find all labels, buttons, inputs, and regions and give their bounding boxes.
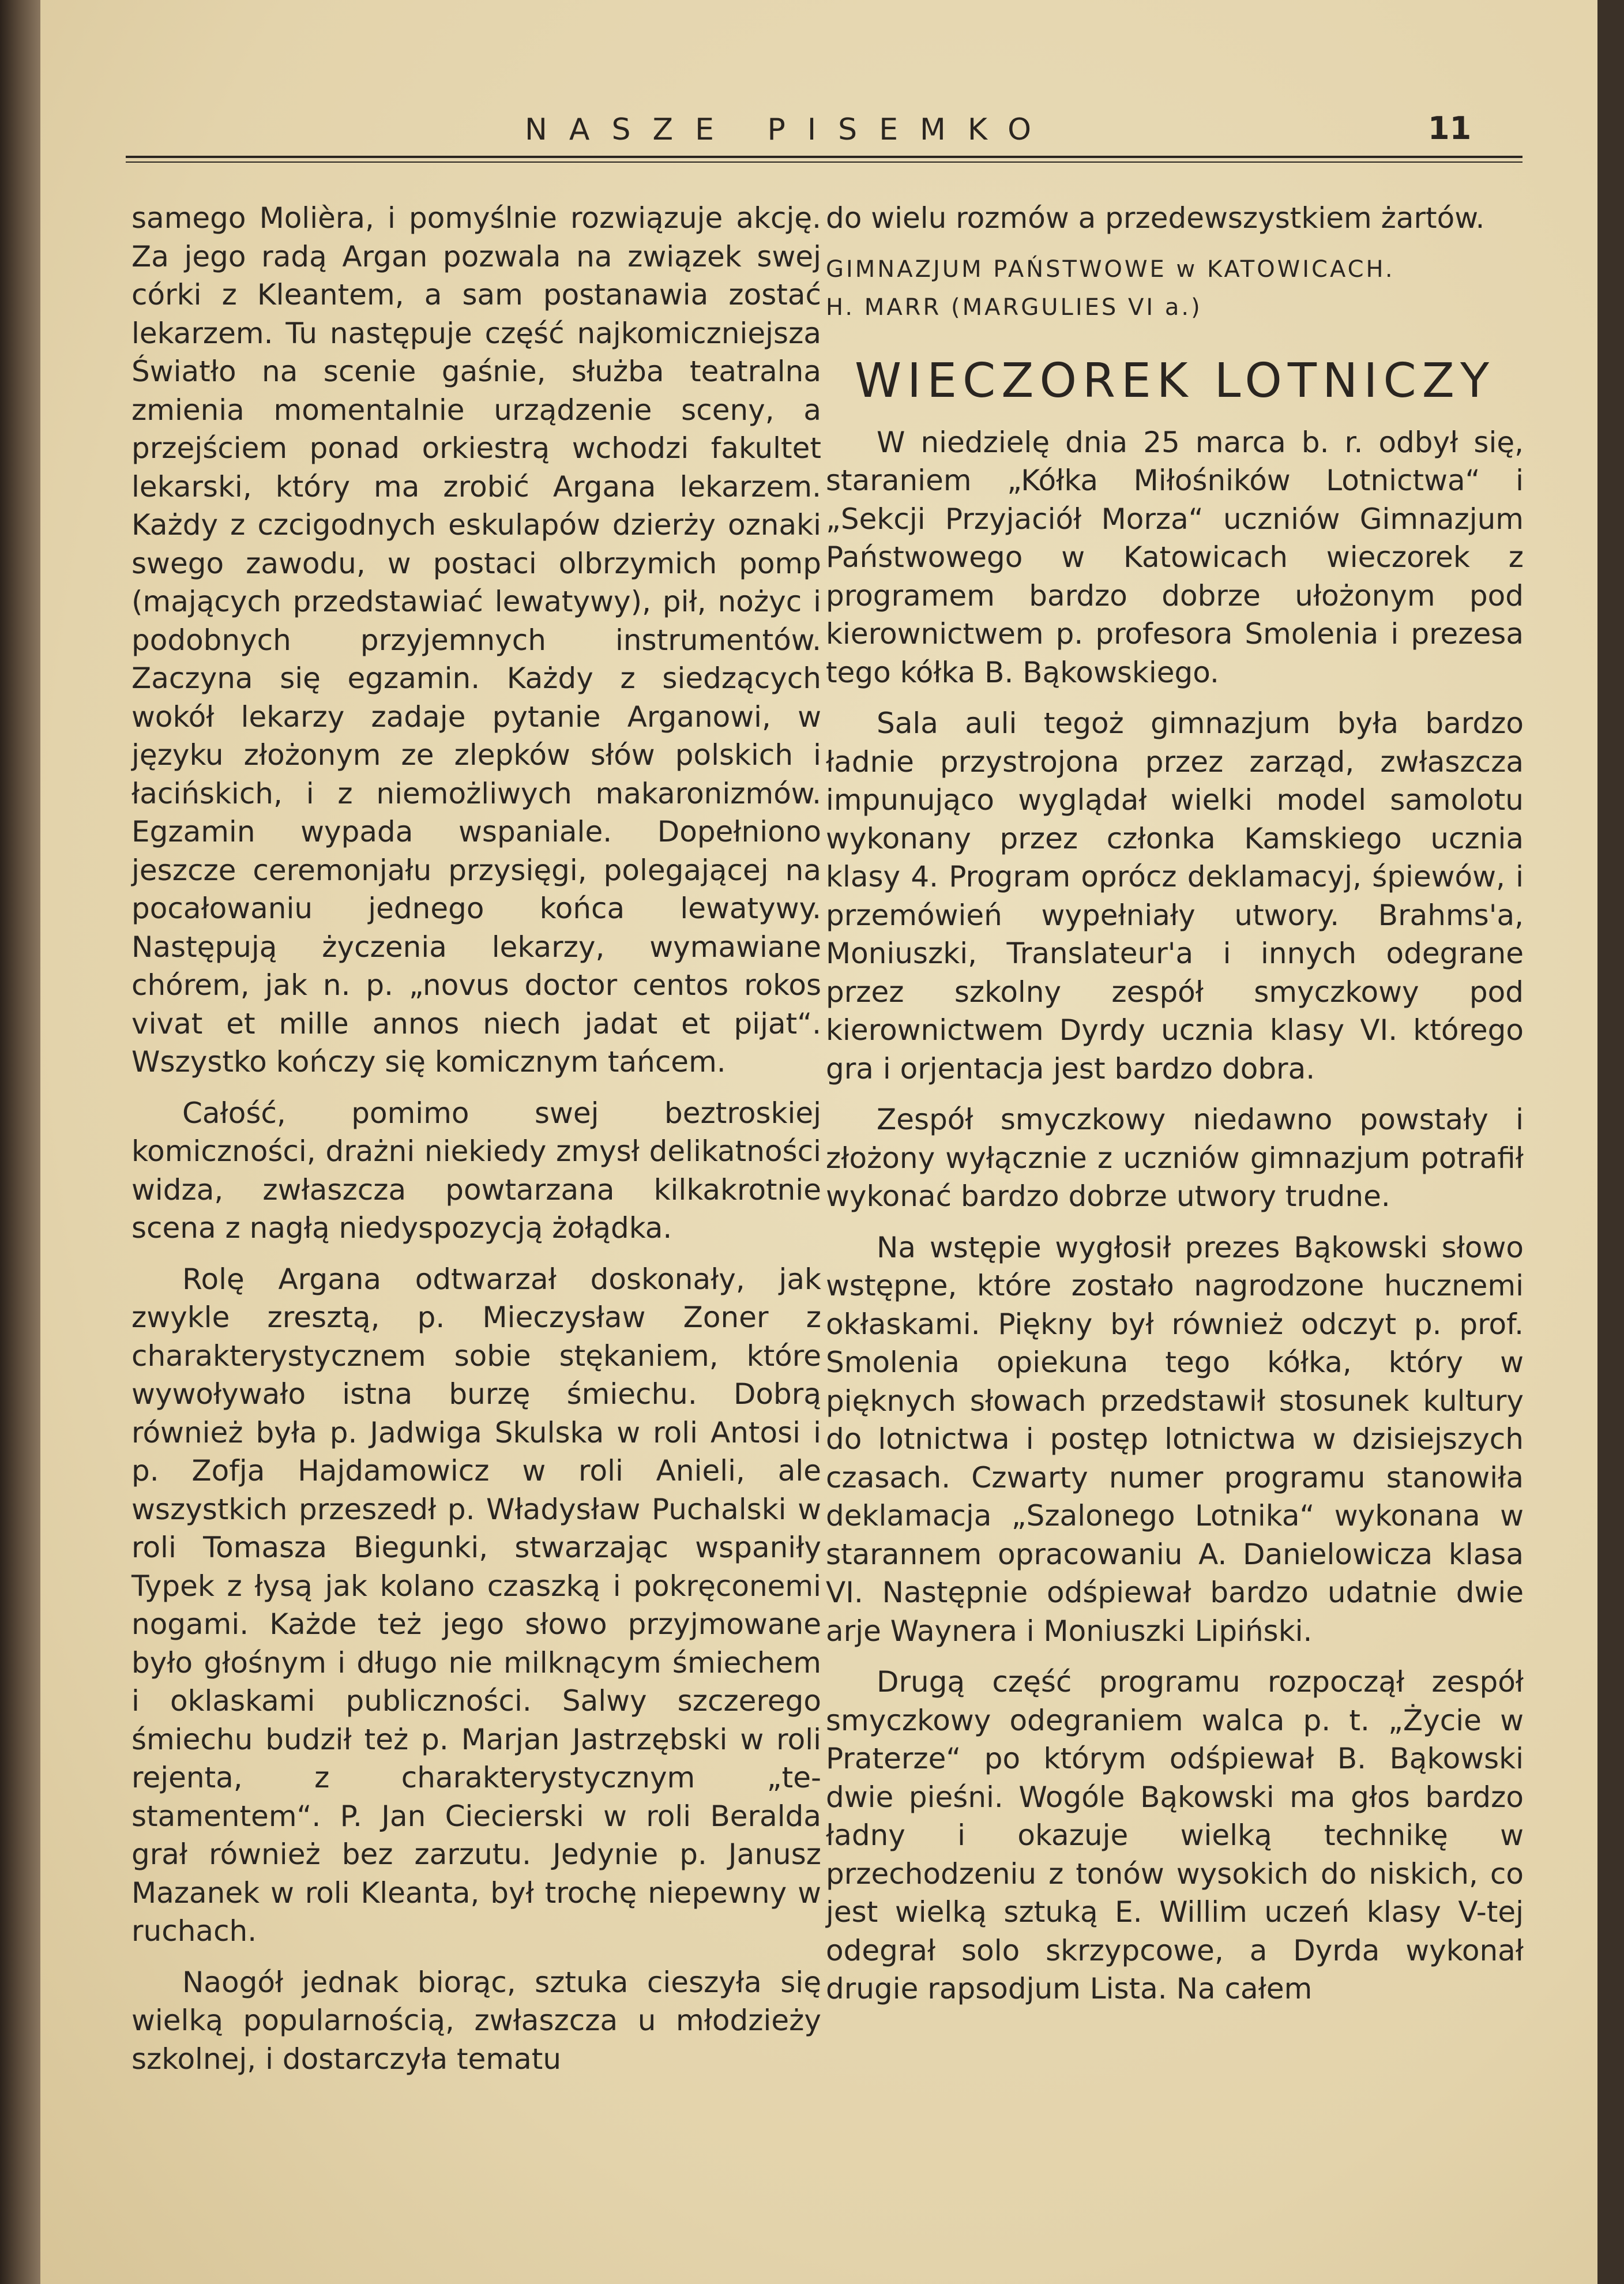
right-column <box>826 199 1524 2008</box>
paragraph: Rolę Argana odtwarzał doskonały, jak zwykle zresztą, p. Mieczysław Zoner z charakterystycznem sobie stękaniem, które wywoływało istna burzę śmiechu. Dobrą również była p. Jadwiga Skulska w roli Antosi i p. Zofja Hajdamowicz w roli Anieli, ale wszystkich przeszedł p. Władysław Puchalski w roli Tomasza Biegunki, stwarzając wspaniły Typek z łysą jak kolano czaszką i pokręconemi nogami. Każde też jego słowo przyjmowane było głośnym i długo nie milknącym śmiechem i oklaskami publiczności. Salwy szczerego śmiechu budził też p. Marjan Jastrzębski w roli rejenta, z charakterystycznym „te-stamentem“. P. Jan Ciecierski w roli Beralda grał również bez zarzutu. Jedynie p. Janusz Mazanek w roli Kleanta, był trochę niepewny w ruchach. <box>131 1262 821 1948</box>
paragraph: Naogół jednak biorąc, sztuka cieszyła się wielką popularnością, zwłaszcza u młodzieży szkolnej, i dostarczyła tematu <box>131 1965 821 2076</box>
header-rule <box>126 156 1522 158</box>
page-number: 11 <box>1428 110 1472 146</box>
school-name: GIMNAZJUM PAŃSTWOWE w KATOWICACH. <box>826 256 1395 283</box>
paragraph: Drugą część programu rozpoczął zespół smyczkowy odegraniem walca p. t. „Życie w Praterze“ po którym odśpiewał B. Bąkowski dwie pieśni. Wogóle Bąkowski ma głos bardzo ładny i okazuje wielką technikę w przechodzeniu z tonów wysokich do niskich, co jest wielką sztuką E. Willim uczeń klasy V-tej odegrał solo skrzypcowe, a Dyrda wykonał drugie rapsodjum Lista. Na całem <box>826 1665 1524 2005</box>
paragraph: W niedzielę dnia 25 marca b. r. odbył się, staraniem „Kółka Miłośników Lotnictwa“ i „Sekcji Przyjaciół Morza“ uczniów Gimnazjum Państwowego w Katowicach wieczorek z programem bardzo dobrze ułożonym pod kierownictwem p. profesora Smolenia i prezesa tego kółka B. Bąkowskiego. <box>826 425 1524 689</box>
article-headline: WIECZOREK LOTNICZY <box>854 353 1495 408</box>
running-title: NASZE PISEMKO <box>525 112 1054 147</box>
header-rule-thin <box>126 161 1522 163</box>
book-binding-edge <box>0 0 40 2284</box>
paragraph: Sala auli tegoż gimnazjum była bardzo ładnie przystrojona przez zarząd, zwłaszcza impunująco wyglądał wielki model samolotu wykonany przez członka Kamskiego ucznia klasy 4. Program oprócz deklamacyj, śpiewów, i przemówień wypełniały utwory. Brahms'a, Moniuszki, Translateur'a i innych odegrane przez szkolny zespół smyczkowy pod kierownictwem Dyrdy ucznia klasy VI. którego gra i orjentacja jest bardzo dobra. <box>826 707 1524 1085</box>
left-column <box>131 199 821 2078</box>
paragraph: Zespół smyczkowy niedawno powstały i złożony wyłącznie z uczniów gimnazjum potrafił wykonać bardzo dobrze utwory trudne. <box>826 1103 1524 1213</box>
paragraph: Całość, pomimo swej beztroskiej komiczności, drażni niekiedy zmysł delikatności widza, zwłaszcza powtarzana kilkakrotnie scena z nagłą niedyspozycją żołądka. <box>131 1096 821 1245</box>
paragraph: samego Molièra, i pomyślnie rozwiązuje akcję. Za jego radą Argan pozwala na związek swej córki z Kleantem, a sam postanawia zostać lekarzem. Tu następuje część najkomiczniejsza Światło na scenie gaśnie, służba teatralna zmienia momentalnie urządzenie sceny, a przejściem ponad orkiestrą wchodzi fakultet lekarski, który ma zrobić Argana lekarzem. Każdy z czcigodnych eskulapów dzierży oznaki swego zawodu, w postaci olbrzymich pomp (mających przedstawiać lewatywy), pił, nożyc i podobnych przyjemnych instrumentów. Zaczyna się egzamin. Każdy z siedzących wokół lekarzy zadaje pytanie Arganowi, w języku złożonym ze zlepków słów polskich i łacińskich, i z niemożliwych makaronizmów. Egzamin wypada wspaniale. Dopełniono jeszcze ceremonjału przysięgi, polegającej na pocałowaniu jednego końca lewatywy. Następują życzenia lekarzy, wymawiane chórem, jak n. p. „novus doctor centos rokos vivat et mille annos niech jadat et pijat“. Wszystko kończy się komicznym tańcem. <box>131 201 821 1079</box>
paragraph: Na wstępie wygłosił prezes Bąkowski słowo wstępne, które zostało nagrodzone hucznemi okłaskami. Piękny był również odczyt p. prof. Smolenia opiekuna tego kółka, który w pięknych słowach przedstawił stosunek kultury do lotnictwa i postęp lotnictwa w dzisiejszych czasach. Czwarty numer programu stanowiła deklamacja „Szalonego Lotnika“ wykonana w starannem opracowaniu A. Danielowicza klasa VI. Następnie odśpiewał bardzo udatnie dwie arje Waynera i Moniuszki Lipiński. <box>826 1230 1524 1648</box>
paragraph: do wielu rozmów a przedewszystkiem żartów. <box>826 201 1485 235</box>
magazine-page <box>40 0 1597 2284</box>
article-author: H. MARR (MARGULIES VI a.) <box>826 294 1202 321</box>
